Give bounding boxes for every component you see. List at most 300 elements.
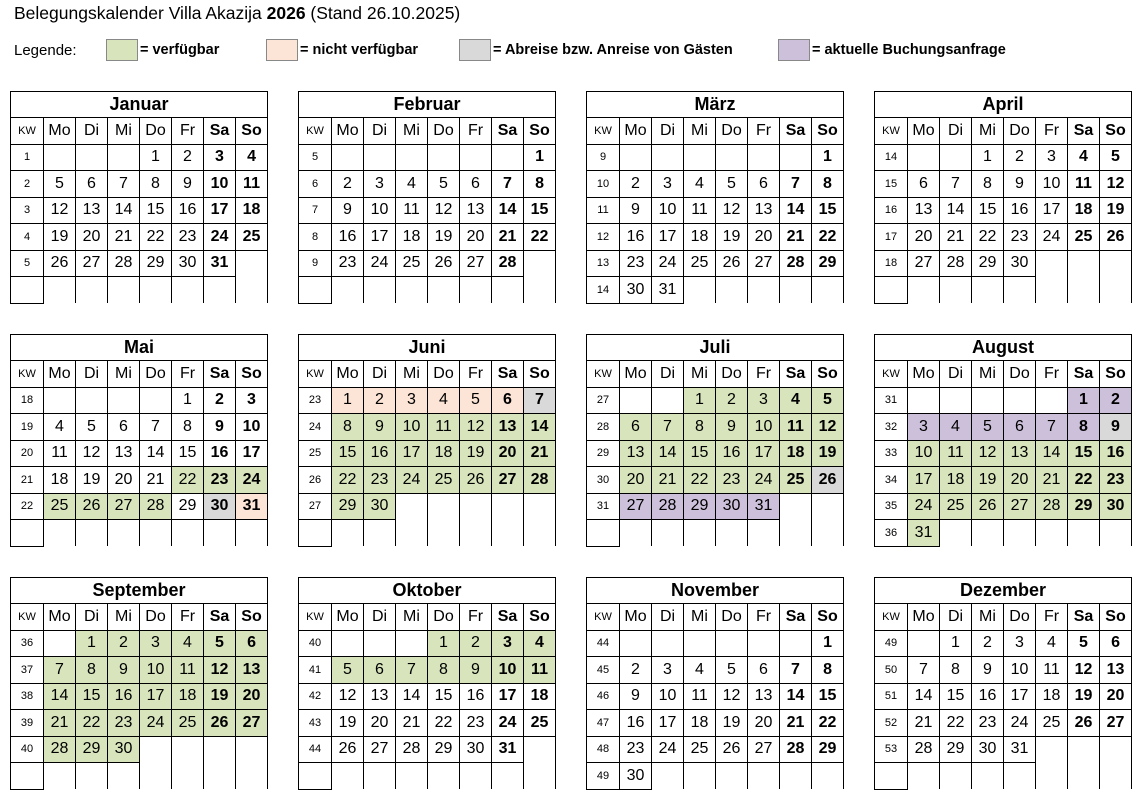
day-cell: 29	[812, 736, 844, 763]
day-cell: 14	[108, 197, 140, 224]
day-cell: 19	[1068, 683, 1100, 710]
day-cell	[908, 277, 940, 304]
day-cell: 26	[44, 250, 76, 277]
week-number: 1	[11, 144, 44, 171]
day-cell: 8	[812, 171, 844, 198]
title-text: Belegungskalender Villa Akazija	[14, 3, 267, 23]
day-cell: 1	[972, 144, 1004, 171]
day-cell: 23	[332, 250, 364, 277]
day-cell: 25	[236, 224, 268, 251]
week-number: 6	[299, 171, 332, 198]
day-cell: 30	[716, 493, 748, 520]
weekday-header: Di	[652, 604, 684, 631]
day-cell	[812, 763, 844, 790]
weekday-header: KW	[587, 118, 620, 145]
day-cell: 8	[172, 414, 204, 441]
week-row	[299, 250, 556, 277]
day-cell: 6	[620, 414, 652, 441]
day-cell	[428, 763, 460, 790]
month-name: Juni	[299, 335, 556, 361]
week-row	[299, 144, 556, 171]
day-cell	[1036, 387, 1068, 414]
week-number: 12	[587, 224, 620, 251]
day-cell: 16	[1004, 197, 1036, 224]
day-cell: 5	[972, 414, 1004, 441]
weekday-header: Di	[364, 118, 396, 145]
week-number: 14	[587, 277, 620, 304]
week-number: 38	[11, 683, 44, 710]
day-cell: 27	[1004, 493, 1036, 520]
day-cell: 12	[204, 657, 236, 684]
day-cell: 14	[780, 683, 812, 710]
day-cell: 26	[812, 467, 844, 494]
day-cell: 6	[908, 171, 940, 198]
day-cell: 4	[172, 630, 204, 657]
day-cell: 20	[620, 467, 652, 494]
day-cell: 1	[332, 387, 364, 414]
day-cell: 16	[332, 224, 364, 251]
month-februar	[298, 91, 556, 304]
weekday-header: KW	[299, 118, 332, 145]
day-cell	[1004, 387, 1036, 414]
day-cell	[652, 387, 684, 414]
day-cell	[780, 277, 812, 304]
day-cell: 18	[1068, 197, 1100, 224]
week-row	[299, 440, 556, 467]
day-cell: 27	[1100, 710, 1132, 737]
day-cell: 24	[748, 467, 780, 494]
day-cell	[748, 763, 780, 790]
day-cell: 3	[908, 414, 940, 441]
day-cell: 3	[140, 630, 172, 657]
weekday-header: KW	[11, 118, 44, 145]
week-row	[299, 683, 556, 710]
day-cell: 12	[716, 683, 748, 710]
day-cell: 30	[1004, 250, 1036, 277]
day-cell: 7	[908, 657, 940, 684]
weekday-header: Do	[716, 118, 748, 145]
weekday-header: Fr	[460, 361, 492, 388]
month-oktober	[298, 577, 556, 790]
week-number: 49	[587, 763, 620, 790]
weekday-header: So	[812, 118, 844, 145]
day-cell: 19	[1100, 197, 1132, 224]
day-cell: 26	[76, 493, 108, 520]
day-cell	[812, 520, 844, 547]
day-cell: 27	[108, 493, 140, 520]
day-cell: 22	[812, 710, 844, 737]
day-cell: 18	[428, 440, 460, 467]
day-cell: 23	[1100, 467, 1132, 494]
week-number: 9	[587, 144, 620, 171]
day-cell: 9	[716, 414, 748, 441]
day-cell: 21	[652, 467, 684, 494]
day-cell: 24	[1036, 224, 1068, 251]
day-cell	[108, 763, 140, 790]
legend-text-changeover: = Abreise bzw. Anreise von Gästen	[493, 42, 733, 58]
day-cell: 13	[76, 197, 108, 224]
day-cell: 8	[428, 657, 460, 684]
day-cell: 12	[332, 683, 364, 710]
month-august	[874, 334, 1132, 547]
day-cell: 4	[1068, 144, 1100, 171]
day-cell: 20	[748, 224, 780, 251]
day-cell: 13	[364, 683, 396, 710]
day-cell: 19	[428, 224, 460, 251]
day-cell	[364, 277, 396, 304]
day-cell: 28	[396, 736, 428, 763]
month-name: Dezember	[875, 578, 1132, 604]
day-cell: 12	[1100, 171, 1132, 198]
weekday-header: Fr	[748, 118, 780, 145]
day-cell	[716, 630, 748, 657]
day-cell: 27	[460, 250, 492, 277]
day-cell: 29	[428, 736, 460, 763]
weekday-header: KW	[587, 361, 620, 388]
day-cell	[908, 387, 940, 414]
day-cell: 29	[76, 736, 108, 763]
week-row	[299, 277, 556, 304]
month-name: Februar	[299, 92, 556, 118]
day-cell: 3	[204, 144, 236, 171]
day-cell: 25	[940, 493, 972, 520]
weekday-header: Sa	[1068, 361, 1100, 388]
day-cell: 30	[460, 736, 492, 763]
week-row	[299, 224, 556, 251]
week-row	[299, 763, 556, 790]
day-cell: 19	[716, 710, 748, 737]
day-cell: 12	[812, 414, 844, 441]
week-row	[11, 197, 268, 224]
legend-swatch-changeover	[459, 39, 491, 61]
weekday-header: Fr	[172, 118, 204, 145]
week-row	[299, 387, 556, 414]
day-cell: 10	[204, 171, 236, 198]
week-row	[587, 736, 844, 763]
day-cell	[620, 520, 652, 547]
week-row	[11, 144, 268, 171]
weekday-header: Fr	[748, 604, 780, 631]
day-cell	[1036, 520, 1068, 547]
weekday-header: Mi	[684, 361, 716, 388]
week-row	[875, 683, 1132, 710]
week-number: 18	[875, 250, 908, 277]
day-cell	[428, 277, 460, 304]
day-cell: 27	[492, 467, 524, 494]
day-cell: 27	[76, 250, 108, 277]
day-cell	[44, 520, 76, 547]
day-cell	[1068, 250, 1100, 277]
day-cell	[908, 630, 940, 657]
weekday-header: KW	[11, 361, 44, 388]
day-cell	[1036, 277, 1068, 304]
week-row	[875, 657, 1132, 684]
day-cell: 11	[684, 683, 716, 710]
weekday-header: Fr	[460, 604, 492, 631]
day-cell: 9	[620, 683, 652, 710]
weekday-header: So	[236, 118, 268, 145]
day-cell: 12	[460, 414, 492, 441]
week-row	[587, 197, 844, 224]
week-number: 17	[875, 224, 908, 251]
day-cell	[396, 763, 428, 790]
day-cell: 10	[492, 657, 524, 684]
week-row	[11, 763, 268, 790]
day-cell: 20	[236, 683, 268, 710]
month-name: Juli	[587, 335, 844, 361]
day-cell	[396, 493, 428, 520]
day-cell: 6	[76, 171, 108, 198]
weekday-header: So	[524, 604, 556, 631]
week-number: 27	[587, 387, 620, 414]
day-cell: 28	[524, 467, 556, 494]
day-cell	[812, 277, 844, 304]
day-cell: 14	[908, 683, 940, 710]
day-cell: 4	[428, 387, 460, 414]
week-row	[11, 387, 268, 414]
weekday-header: KW	[299, 604, 332, 631]
day-cell: 9	[1100, 414, 1132, 441]
weekday-header: Do	[428, 604, 460, 631]
week-number: 21	[11, 467, 44, 494]
day-cell: 7	[524, 387, 556, 414]
day-cell: 4	[396, 171, 428, 198]
day-cell: 16	[716, 440, 748, 467]
day-cell: 23	[620, 736, 652, 763]
day-cell	[76, 520, 108, 547]
day-cell	[780, 630, 812, 657]
day-cell: 13	[748, 683, 780, 710]
day-cell: 27	[620, 493, 652, 520]
day-cell: 13	[1004, 440, 1036, 467]
day-cell: 21	[524, 440, 556, 467]
weekday-header: KW	[299, 361, 332, 388]
weekday-header: Mo	[620, 118, 652, 145]
day-cell	[524, 736, 556, 763]
day-cell: 19	[204, 683, 236, 710]
week-row	[11, 736, 268, 763]
day-cell	[332, 630, 364, 657]
day-cell	[1068, 277, 1100, 304]
weekday-header: Sa	[492, 604, 524, 631]
weekday-header: Sa	[780, 118, 812, 145]
day-cell: 5	[1068, 630, 1100, 657]
day-cell	[620, 144, 652, 171]
day-cell	[908, 144, 940, 171]
weekday-header: So	[1100, 604, 1132, 631]
day-cell: 10	[236, 414, 268, 441]
week-row	[587, 763, 844, 790]
day-cell: 20	[908, 224, 940, 251]
day-cell	[76, 387, 108, 414]
weekday-header: Sa	[1068, 604, 1100, 631]
day-cell: 15	[1068, 440, 1100, 467]
day-cell	[716, 277, 748, 304]
day-cell: 20	[460, 224, 492, 251]
day-cell: 18	[684, 710, 716, 737]
day-cell: 3	[396, 387, 428, 414]
day-cell	[1036, 763, 1068, 790]
week-row	[11, 277, 268, 304]
day-cell: 2	[332, 171, 364, 198]
weekday-header: Mo	[908, 118, 940, 145]
day-cell: 15	[524, 197, 556, 224]
week-number: 20	[11, 440, 44, 467]
day-cell: 20	[1100, 683, 1132, 710]
day-cell	[684, 277, 716, 304]
day-cell	[236, 250, 268, 277]
day-cell	[780, 520, 812, 547]
day-cell: 29	[812, 250, 844, 277]
day-cell	[940, 277, 972, 304]
week-number: 18	[11, 387, 44, 414]
week-row	[299, 710, 556, 737]
day-cell: 9	[620, 197, 652, 224]
legend-text-unavailable: = nicht verfügbar	[300, 42, 419, 58]
day-cell	[108, 520, 140, 547]
day-cell: 30	[620, 763, 652, 790]
week-row	[875, 224, 1132, 251]
day-cell	[1004, 277, 1036, 304]
week-row	[11, 683, 268, 710]
day-cell: 18	[780, 440, 812, 467]
day-cell	[428, 520, 460, 547]
day-cell: 31	[204, 250, 236, 277]
day-cell: 8	[684, 414, 716, 441]
day-cell: 22	[76, 710, 108, 737]
day-cell: 2	[108, 630, 140, 657]
day-cell	[396, 630, 428, 657]
day-cell: 23	[620, 250, 652, 277]
week-row	[875, 763, 1132, 790]
day-cell: 1	[140, 144, 172, 171]
day-cell	[716, 520, 748, 547]
day-cell: 26	[332, 736, 364, 763]
day-cell: 17	[236, 440, 268, 467]
day-cell: 30	[172, 250, 204, 277]
weekday-header: Sa	[1068, 118, 1100, 145]
day-cell: 31	[236, 493, 268, 520]
week-row	[587, 683, 844, 710]
day-cell: 28	[140, 493, 172, 520]
weekday-header: Di	[76, 118, 108, 145]
week-number: 40	[11, 736, 44, 763]
month-juni	[298, 334, 556, 547]
day-cell: 8	[1068, 414, 1100, 441]
week-row	[299, 630, 556, 657]
weekday-header: Do	[716, 604, 748, 631]
day-cell	[140, 277, 172, 304]
weekday-header: KW	[587, 604, 620, 631]
day-cell	[332, 144, 364, 171]
day-cell	[620, 630, 652, 657]
day-cell	[748, 277, 780, 304]
page-title	[14, 3, 460, 24]
day-cell: 20	[492, 440, 524, 467]
week-number: 47	[587, 710, 620, 737]
day-cell: 17	[1036, 197, 1068, 224]
day-cell: 10	[364, 197, 396, 224]
week-row	[11, 493, 268, 520]
weekday-header: Fr	[1036, 604, 1068, 631]
day-cell: 7	[492, 171, 524, 198]
day-cell: 9	[332, 197, 364, 224]
day-cell: 21	[908, 710, 940, 737]
day-cell: 19	[44, 224, 76, 251]
day-cell: 25	[780, 467, 812, 494]
day-cell: 15	[172, 440, 204, 467]
weekday-header: Mi	[972, 118, 1004, 145]
day-cell: 18	[172, 683, 204, 710]
day-cell: 29	[1068, 493, 1100, 520]
day-cell: 7	[780, 171, 812, 198]
day-cell	[460, 493, 492, 520]
day-cell: 18	[940, 467, 972, 494]
day-cell	[140, 387, 172, 414]
week-number: 26	[299, 467, 332, 494]
day-cell: 12	[972, 440, 1004, 467]
week-number: 31	[875, 387, 908, 414]
day-cell: 29	[172, 493, 204, 520]
day-cell: 31	[1004, 736, 1036, 763]
day-cell: 5	[1100, 144, 1132, 171]
week-row	[11, 467, 268, 494]
week-number: 36	[11, 630, 44, 657]
day-cell: 24	[652, 736, 684, 763]
week-number: 10	[587, 171, 620, 198]
day-cell: 20	[364, 710, 396, 737]
weekday-header: Mi	[108, 361, 140, 388]
day-cell: 1	[812, 630, 844, 657]
week-row	[875, 467, 1132, 494]
week-row	[299, 467, 556, 494]
day-cell	[780, 493, 812, 520]
day-cell: 7	[1036, 414, 1068, 441]
day-cell: 5	[76, 414, 108, 441]
day-cell	[940, 144, 972, 171]
week-row	[299, 657, 556, 684]
week-row	[299, 414, 556, 441]
legend-text-request: = aktuelle Buchungsanfrage	[812, 42, 1006, 58]
day-cell	[44, 387, 76, 414]
week-number: 13	[587, 250, 620, 277]
day-cell	[524, 763, 556, 790]
day-cell	[332, 520, 364, 547]
day-cell: 4	[1036, 630, 1068, 657]
day-cell: 13	[492, 414, 524, 441]
day-cell	[524, 493, 556, 520]
day-cell: 29	[140, 250, 172, 277]
day-cell	[940, 520, 972, 547]
day-cell: 7	[396, 657, 428, 684]
day-cell	[332, 763, 364, 790]
day-cell: 1	[172, 387, 204, 414]
day-cell: 29	[684, 493, 716, 520]
day-cell: 14	[940, 197, 972, 224]
day-cell: 2	[1004, 144, 1036, 171]
day-cell	[684, 144, 716, 171]
week-row	[875, 250, 1132, 277]
day-cell	[204, 277, 236, 304]
weekday-header: Do	[428, 118, 460, 145]
day-cell: 16	[204, 440, 236, 467]
day-cell: 22	[684, 467, 716, 494]
week-row	[11, 414, 268, 441]
day-cell: 4	[780, 387, 812, 414]
weekday-header: Sa	[204, 604, 236, 631]
day-cell: 1	[428, 630, 460, 657]
day-cell: 10	[748, 414, 780, 441]
